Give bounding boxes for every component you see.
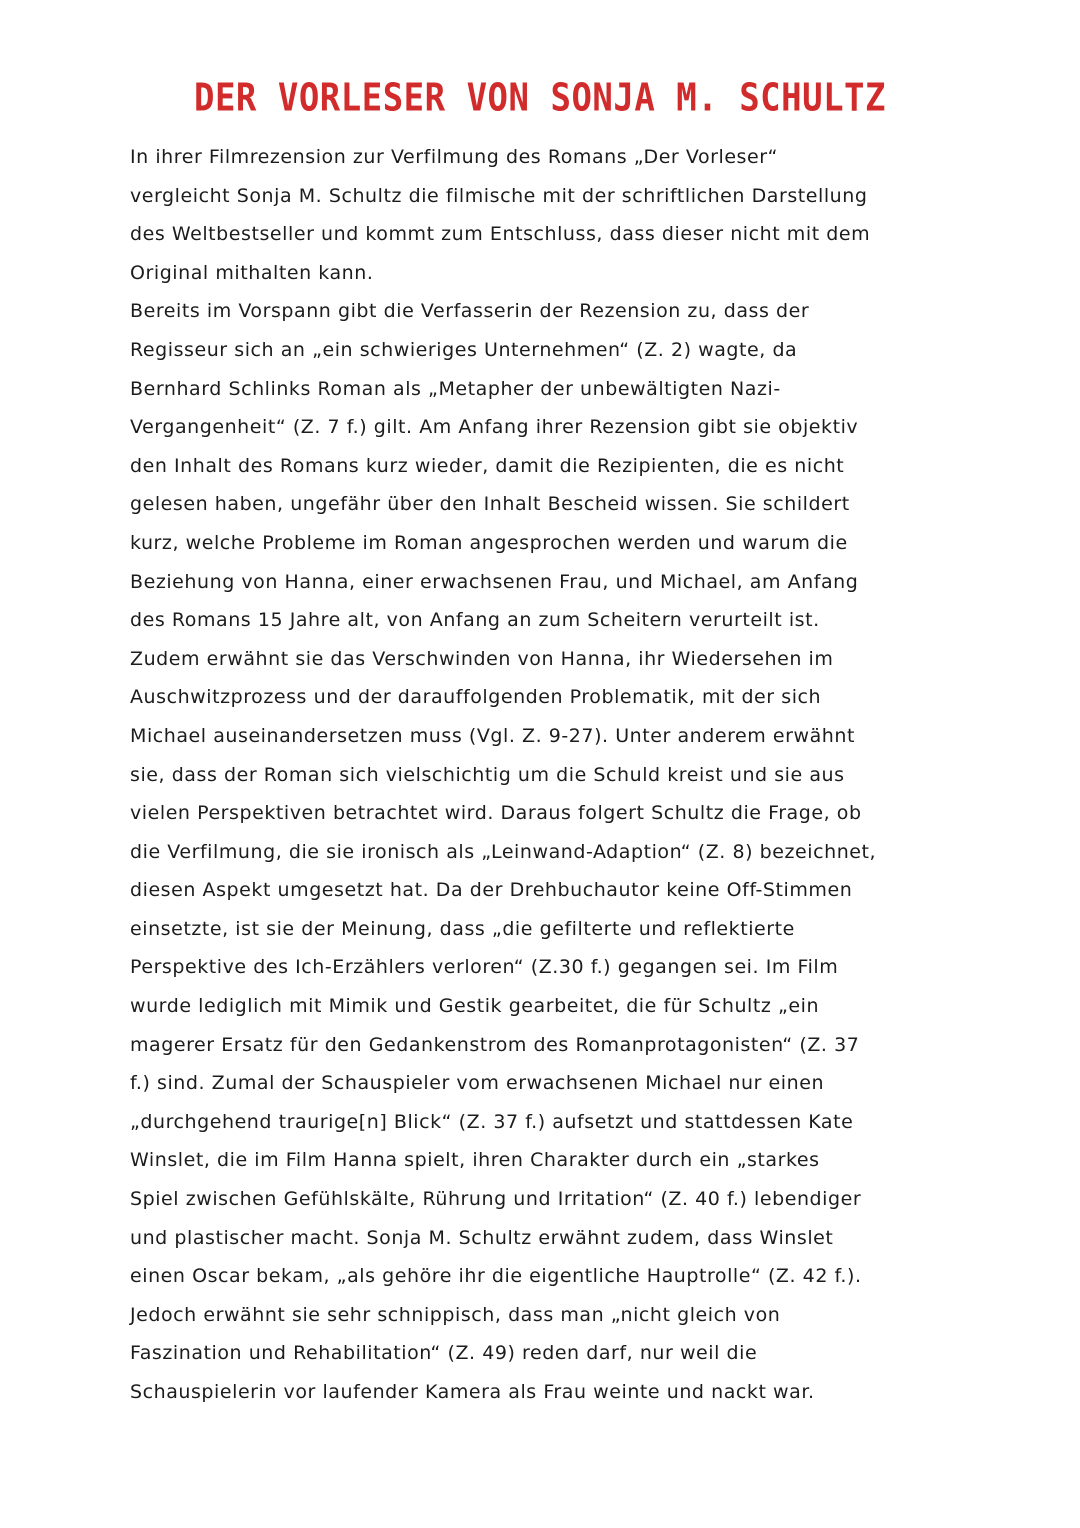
text-line: Original mithalten kann. bbox=[130, 261, 374, 284]
text-line: Auschwitzprozess und der darauffolgenden Problematik, mit der sich bbox=[130, 686, 822, 709]
text-line: Faszination und Rehabilitation“ (Z. 49) reden darf, nur weil die bbox=[130, 1342, 758, 1365]
text-line: diesen Aspekt umgesetzt hat. Da der Drehbuchautor keine Off-Stimmen bbox=[130, 879, 853, 902]
text-line: gelesen haben, ungefähr über den Inhalt Bescheid wissen. Sie schildert bbox=[130, 493, 850, 516]
document-body bbox=[130, 138, 970, 1412]
text-line: Perspektive des Ich-Erzählers verloren“ (Z.30 f.) gegangen sei. Im Film bbox=[130, 956, 839, 979]
text-line: Winslet, die im Film Hanna spielt, ihren Charakter durch ein „starkes bbox=[130, 1149, 820, 1172]
text-line: Michael auseinandersetzen muss (Vgl. Z. 9-27). Unter anderem erwähnt bbox=[130, 724, 855, 747]
document-title: DER VORLESER VON SONJA M. SCHULTZ bbox=[193, 75, 886, 121]
text-line: die Verfilmung, die sie ironisch als „Leinwand-Adaption“ (Z. 8) bezeichnet, bbox=[130, 840, 877, 863]
text-line: einsetzte, ist sie der Meinung, dass „die gefilterte und reflektierte bbox=[130, 917, 795, 940]
text-line: Bernhard Schlinks Roman als „Metapher der unbewältigten Nazi- bbox=[130, 377, 781, 400]
text-line: Beziehung von Hanna, einer erwachsenen Frau, und Michael, am Anfang bbox=[130, 570, 859, 593]
text-line: des Romans 15 Jahre alt, von Anfang an zum Scheitern verurteilt ist. bbox=[130, 609, 820, 632]
text-line: sie, dass der Roman sich vielschichtig um die Schuld kreist und sie aus bbox=[130, 763, 845, 786]
text-line: Zudem erwähnt sie das Verschwinden von Hanna, ihr Wiedersehen im bbox=[130, 647, 834, 670]
text-line: In ihrer Filmrezension zur Verfilmung des Romans „Der Vorleser“ bbox=[130, 146, 779, 168]
text-line: Schauspielerin vor laufender Kamera als Frau weinte und nackt war. bbox=[130, 1381, 815, 1403]
text-line: kurz, welche Probleme im Roman angesprochen werden und warum die bbox=[130, 531, 848, 554]
text-line: „durchgehend traurige[n] Blick“ (Z. 37 f.) aufsetzt und stattdessen Kate bbox=[130, 1110, 854, 1133]
text-line: Vergangenheit“ (Z. 7 f.) gilt. Am Anfang ihrer Rezension gibt sie objektiv bbox=[130, 416, 859, 439]
text-line: magerer Ersatz für den Gedankenstrom des Romanprotagonisten“ (Z. 37 bbox=[130, 1033, 860, 1056]
text-line: einen Oscar bekam, „als gehöre ihr die eigentliche Hauptrolle“ (Z. 42 f.). bbox=[130, 1265, 862, 1288]
text-line: Regisseur sich an „ein schwieriges Unternehmen“ (Z. 2) wagte, da bbox=[130, 338, 798, 361]
text-line: Spiel zwischen Gefühlskälte, Rührung und Irritation“ (Z. 40 f.) lebendiger bbox=[130, 1188, 862, 1211]
text-line: Jedoch erwähnt sie sehr schnippisch, dass man „nicht gleich von bbox=[130, 1303, 781, 1326]
text-line: den Inhalt des Romans kurz wieder, damit die Rezipienten, die es nicht bbox=[130, 454, 845, 477]
text-line: vielen Perspektiven betrachtet wird. Daraus folgert Schultz die Frage, ob bbox=[130, 802, 862, 825]
text-line: wurde lediglich mit Mimik und Gestik gearbeitet, die für Schultz „ein bbox=[130, 995, 820, 1018]
text-line: Bereits im Vorspann gibt die Verfasserin der Rezension zu, dass der bbox=[130, 300, 810, 323]
text-line: des Weltbestseller und kommt zum Entschluss, dass dieser nicht mit dem bbox=[130, 223, 871, 246]
text-line: f.) sind. Zumal der Schauspieler vom erwachsenen Michael nur einen bbox=[130, 1072, 825, 1095]
text-line: vergleicht Sonja M. Schultz die filmische mit der schriftlichen Darstellung bbox=[130, 184, 868, 207]
text-line: und plastischer macht. Sonja M. Schultz erwähnt zudem, dass Winslet bbox=[130, 1226, 834, 1249]
